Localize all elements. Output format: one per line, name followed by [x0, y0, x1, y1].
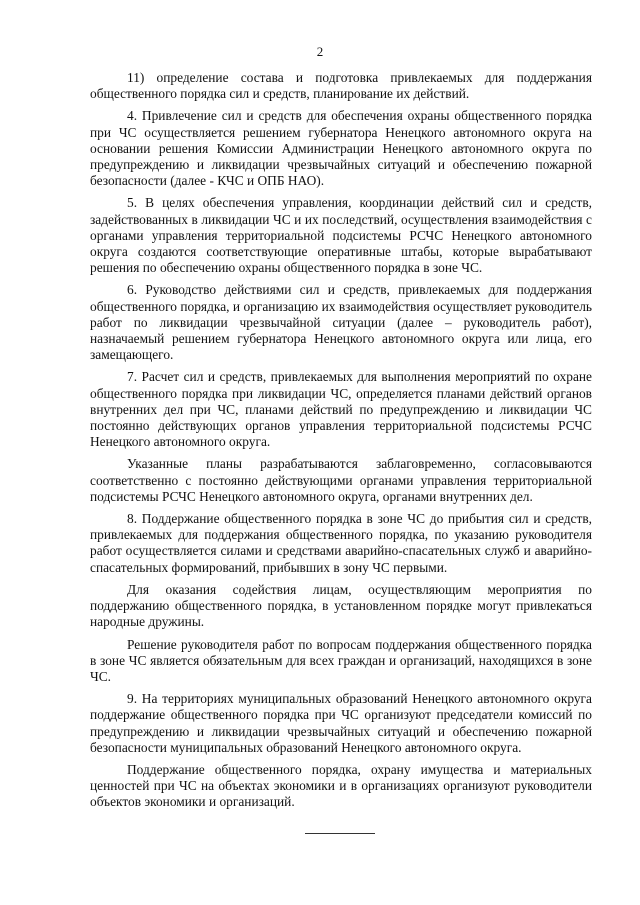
paragraph-8: 8. Поддержание общественного порядка в зоне ЧС до прибытия сил и средств, привлекаемых для поддержания общественного порядка, по указанию руководителя работ осуществляется силами и средствами аварийно-спасательных служб и аварийно-спасательных формирований, прибывших в зону ЧС первыми. — [90, 511, 592, 575]
document-body — [90, 70, 592, 817]
paragraph-8-druzhiny: Для оказания содействия лицам, осуществляющим мероприятия по поддержанию общественного порядка, в установленном порядке могут привлекаться народные дружины. — [90, 581, 592, 630]
end-divider — [305, 833, 375, 834]
paragraph-5: 5. В целях обеспечения управления, координации действий сил и средств, задействованных в ликвидации ЧС и их последствий, осуществления взаимодействия с органами управления территориальной подсистемы РСЧС Ненецкого автономного округа создаются соответствующие оперативные штабы, которые вырабатывают решения по обеспечению охраны общественного порядка в зоне ЧС. — [90, 195, 592, 276]
paragraph-8-decision: Решение руководителя работ по вопросам поддержания общественного порядка в зоне ЧС является обязательным для всех граждан и организаций, находящихся в зоне ЧС. — [90, 636, 592, 684]
paragraph-11: 11) определение состава и подготовка привлекаемых для поддержания общественного порядка сил и средств, планирование их действий. — [90, 70, 592, 102]
paragraph-7: 7. Расчет сил и средств, привлекаемых для выполнения мероприятий по охране общественного порядка при ликвидации ЧС, определяется планами действий органов внутренних дел при ЧС, планами действий по предупреждению и ликвидации ЧС постоянно действующих органов управления территориальной подсистемы РСЧС Ненецкого автономного округа. — [90, 369, 592, 450]
paragraph-4: 4. Привлечение сил и средств для обеспечения охраны общественного порядка при ЧС осуществляется решением губернатора Ненецкого автономного округа на основании решения Комиссии Администрации Ненецкого автономного округа по предупреждению и ликвидации чрезвычайных ситуаций и обеспечению пожарной безопасности (далее - КЧС и ОПБ НАО). — [90, 108, 592, 189]
paragraph-6: 6. Руководство действиями сил и средств, привлекаемых для поддержания общественного порядка, и организацию их взаимодействия осуществляет руководитель работ по ликвидации чрезвычайной ситуации (далее – руководитель работ), назначаемый решением губернатора Ненецкого автономного округа или лица, его замещающего. — [90, 282, 592, 363]
page-number: 2 — [316, 44, 324, 59]
paragraph-7-plans: Указанные планы разрабатываются заблаговременно, согласовываются соответственно с постоянно действующими органами управления территориальной подсистемы РСЧС Ненецкого автономного округа, органами внутренних дел. — [90, 456, 592, 504]
paragraph-9: 9. На территориях муниципальных образований Ненецкого автономного округа поддержание общественного порядка при ЧС организуют председатели комиссий по предупреждению и ликвидации чрезвычайных ситуаций и обеспечению пожарной безопасности муниципальных образований Ненецкого автономного округа. — [90, 691, 592, 755]
paragraph-9-objects: Поддержание общественного порядка, охрану имущества и материальных ценностей при ЧС на объектах экономики и в организациях организуют руководители объектов экономики и организаций. — [90, 761, 592, 810]
